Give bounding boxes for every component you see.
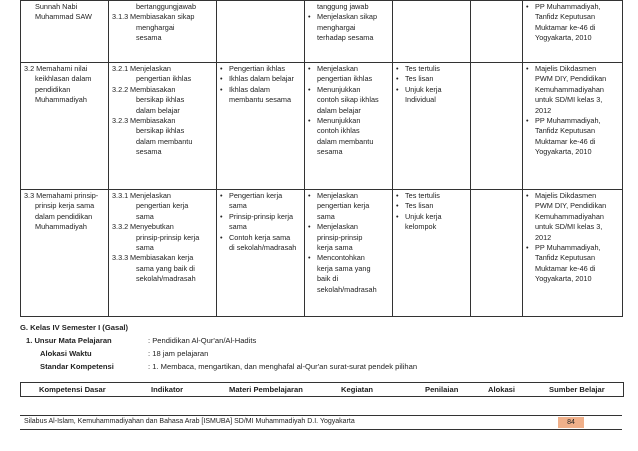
kd-line: dalam pendidikan: [35, 211, 93, 221]
materi-line: sama: [229, 201, 247, 211]
indicator-line: [112, 253, 214, 263]
cell-kd: [21, 1, 109, 63]
materi-line: sama: [229, 222, 247, 232]
cell-materi: [217, 63, 305, 190]
keg-line: contoh sikap ikhlas: [317, 95, 379, 105]
cell-keg: [305, 190, 393, 317]
indicator-line: [112, 95, 214, 105]
pen-line: • Tes lisan: [396, 74, 468, 84]
table-header: [20, 382, 624, 397]
cell-keg: [305, 1, 393, 63]
alokasi-value: : 18 jam pelajaran: [148, 349, 209, 358]
keg-line: sama: [317, 211, 335, 221]
kd-line: Muhammadiyah: [35, 95, 87, 105]
keg-line: contoh ikhlas: [317, 126, 360, 136]
keg-line: pengertian kerja: [317, 201, 370, 211]
materi-line: • Ikhlas dalam: [220, 85, 302, 95]
indicator-text: dalam belajar: [136, 105, 180, 115]
table-row: [21, 1, 623, 63]
materi-line: • Ikhlas dalam belajar: [220, 74, 302, 84]
indicator-text: bertanggungjawab: [136, 2, 197, 11]
keg-line: kerja sama yang: [317, 263, 371, 273]
kd-line: Sunnah Nabi: [35, 2, 78, 11]
kd-line: 3.3 Memahami prinsip-: [24, 191, 99, 200]
indicator-text: pengertian kerja: [136, 201, 189, 211]
indicator-number: 3.3.1: [112, 191, 129, 200]
indicator-text: Membiasakan kerja: [130, 253, 194, 263]
pen-line: Individual: [405, 95, 436, 105]
sb-line: PWM DIY, Pendidikan: [535, 201, 607, 211]
keg-line: dalam belajar: [317, 105, 361, 115]
cell-alok: [471, 63, 523, 190]
header-kegiatan: Kegiatan: [341, 385, 374, 394]
indicator-number: 3.3.3: [112, 253, 129, 263]
indicator-text: bersikap ikhlas: [136, 126, 185, 136]
sb-line: Kemuhammadiyahan: [535, 84, 604, 94]
indicator-line: [112, 222, 214, 232]
cell-alok: [471, 1, 523, 63]
sb-line: untuk SD/MI kelas 3,: [535, 222, 603, 232]
keg-line: • Menjelaskan: [308, 64, 390, 74]
indicator-line: [112, 274, 214, 284]
indicator-line: [112, 233, 214, 243]
alokasi-row: [40, 349, 208, 358]
header-indikator: Indikator: [151, 385, 184, 394]
cell-sb: [523, 190, 623, 317]
indicator-number: 3.2.3: [112, 116, 129, 126]
indicator-number: 3.1.3: [112, 12, 129, 22]
indicator-text: Menyebutkan: [130, 222, 174, 232]
sb-line: Muktamar ke-46 di: [535, 136, 596, 146]
sb-line: • PP Muhammadiyah,: [526, 116, 620, 126]
indicator-text: sekolah/madrasah: [136, 274, 196, 284]
pen-line: • Tes tertulis: [396, 191, 468, 201]
indicator-line: [112, 126, 214, 136]
kd-line: Muhammadiyah: [35, 222, 87, 232]
keg-line: dalam membantu: [317, 136, 374, 146]
cell-alok: [471, 190, 523, 317]
materi-line: • Prinsip-prinsip kerja: [220, 212, 302, 222]
indicator-number: 3.2.1: [112, 64, 129, 73]
unsur-value: : Pendidikan Al-Qur'an/Al-Hadits: [148, 336, 257, 345]
cell-sb: [523, 63, 623, 190]
keg-line: • Mencontohkan: [308, 253, 390, 263]
sb-line: Yogyakarta, 2010: [535, 33, 592, 43]
materi-line: membantu sesama: [229, 95, 292, 105]
indicator-line: [112, 137, 214, 147]
footer-text: Silabus Al-Islam, Kemuhammadiyahan dan Bahasa Arab [ISMUBA] SD/MI Muhammadiyah D.I. Yogyakarta: [24, 418, 355, 425]
indicator-text: sama yang baik di: [136, 263, 195, 273]
keg-line: • Menunjukkan: [308, 116, 390, 126]
keg-line: menghargai: [317, 22, 356, 32]
sb-line: 2012: [535, 232, 552, 242]
indicator-text: prinsip-prinsip kerja: [136, 232, 200, 242]
keg-line: tanggung jawab: [317, 2, 369, 11]
indicator-line: [112, 191, 214, 201]
pen-line: kelompok: [405, 222, 437, 232]
header-sumber: Sumber Belajar: [549, 385, 605, 394]
sb-line: Yogyakarta, 2010: [535, 274, 592, 284]
sb-line: • PP Muhammadiyah,: [526, 2, 620, 12]
unsur-label: 1. Unsur Mata Pelajaran: [26, 336, 112, 345]
unsur-row: [26, 336, 256, 345]
sb-line: • Majelis Dikdasmen: [526, 64, 620, 74]
materi-line: • Pengertian ikhlas: [220, 64, 302, 74]
materi-line: • Contoh kerja sama: [220, 233, 302, 243]
standar-row: [40, 362, 417, 371]
standar-value: : 1. Membaca, mengartikan, dan menghafal al-Qur'an surat-surat pendek pilihan: [148, 362, 418, 371]
standar-label: Standar Kompetensi: [40, 362, 114, 371]
indicator-line: [112, 243, 214, 253]
materi-line: • Pengertian kerja: [220, 191, 302, 201]
sb-line: • PP Muhammadiyah,: [526, 243, 620, 253]
keg-line: prinsip-prinsip: [317, 232, 363, 242]
keg-line: • Menjelaskan sikap: [308, 12, 390, 22]
cell-keg: [305, 63, 393, 190]
sb-line: Muktamar ke-46 di: [535, 263, 596, 273]
cell-ind: [109, 63, 217, 190]
cell-sb: [523, 1, 623, 63]
header-alokasi: Alokasi: [488, 385, 516, 394]
table-row: [21, 190, 623, 317]
cell-pen: [393, 1, 471, 63]
keg-line: pengertian ikhlas: [317, 74, 373, 84]
indicator-line: [112, 212, 214, 222]
indicator-text: dalam membantu: [136, 136, 193, 146]
indicator-text: sama: [136, 243, 154, 253]
kd-line: keikhlasan dalam: [35, 74, 92, 84]
header-kd: Kompetensi Dasar: [39, 385, 106, 394]
cell-ind: [109, 190, 217, 317]
indicator-text: sesama: [136, 147, 162, 157]
cell-kd: [21, 190, 109, 317]
indicator-line: [112, 23, 214, 33]
keg-line: sesama: [317, 147, 343, 157]
alokasi-label: Alokasi Waktu: [40, 349, 92, 358]
cell-ind: [109, 1, 217, 63]
indicator-text: sesama: [136, 33, 162, 43]
keg-line: • Menunjukkan: [308, 85, 390, 95]
sb-line: Tanfidz Keputusan: [535, 253, 596, 263]
indicator-text: Membiasakan: [130, 84, 176, 94]
cell-pen: [393, 190, 471, 317]
cell-kd: [21, 63, 109, 190]
indicator-number: 3.2.2: [112, 84, 129, 94]
keg-line: terhadap sesama: [317, 33, 374, 43]
sb-line: Kemuhammadiyahan: [535, 211, 604, 221]
indicator-line: [112, 33, 214, 43]
indicator-text: sama: [136, 211, 154, 221]
sb-line: • Majelis Dikdasmen: [526, 191, 620, 201]
indicator-line: [112, 64, 214, 74]
keg-line: • Menjelaskan: [308, 222, 390, 232]
kd-line: pendidikan: [35, 84, 71, 94]
indicator-text: Menjelaskan: [130, 64, 171, 73]
indicator-text: Menjelaskan: [130, 191, 171, 200]
indicator-text: Membiasakan: [130, 116, 176, 126]
header-materi: Materi Pembelajaran: [229, 385, 303, 394]
header-penilaian: Penilaian: [425, 385, 459, 394]
keg-line: kerja sama: [317, 243, 353, 253]
section-title: G. Kelas IV Semester I (Gasal): [20, 323, 129, 332]
indicator-line: [112, 85, 214, 95]
sb-line: PWM DIY, Pendidikan: [535, 74, 607, 84]
sb-line: Tanfidz Keputusan: [535, 12, 596, 22]
keg-line: • Menjelaskan: [308, 191, 390, 201]
keg-line: baik di: [317, 274, 339, 284]
pen-line: • Tes lisan: [396, 201, 468, 211]
syllabus-table: [20, 0, 623, 317]
keg-line: sekolah/madrasah: [317, 284, 377, 294]
indicator-line: [112, 264, 214, 274]
kd-line: prinsip kerja sama: [35, 201, 95, 211]
indicator-line: [112, 201, 214, 211]
sb-line: Tanfidz Keputusan: [535, 126, 596, 136]
sb-line: Muktamar ke-46 di: [535, 22, 596, 32]
table-row: [21, 63, 623, 190]
indicator-text: menghargai: [136, 22, 175, 32]
kd-line: Muhammad SAW: [35, 12, 92, 22]
pen-line: • Unjuk kerja: [396, 212, 468, 222]
indicator-text: pengertian ikhlas: [136, 74, 192, 84]
page-footer: [20, 415, 622, 430]
materi-line: di sekolah/madrasah: [229, 243, 297, 253]
indicator-line: [112, 106, 214, 116]
indicator-line: [112, 74, 214, 84]
kd-line: 3.2 Memahami nilai: [24, 64, 88, 73]
cell-materi: [217, 190, 305, 317]
sb-line: 2012: [535, 105, 552, 115]
indicator-line: [112, 2, 214, 12]
cell-materi: [217, 1, 305, 63]
page-number: 84: [558, 417, 584, 428]
indicator-line: [112, 147, 214, 157]
indicator-number: 3.3.2: [112, 222, 129, 232]
sb-line: untuk SD/MI kelas 3,: [535, 95, 603, 105]
indicator-text: bersikap ikhlas: [136, 95, 185, 105]
pen-line: • Unjuk kerja: [396, 85, 468, 95]
indicator-text: Membiasakan sikap: [130, 12, 195, 22]
indicator-line: [112, 116, 214, 126]
indicator-line: [112, 12, 214, 22]
cell-pen: [393, 63, 471, 190]
pen-line: • Tes tertulis: [396, 64, 468, 74]
sb-line: Yogyakarta, 2010: [535, 147, 592, 157]
